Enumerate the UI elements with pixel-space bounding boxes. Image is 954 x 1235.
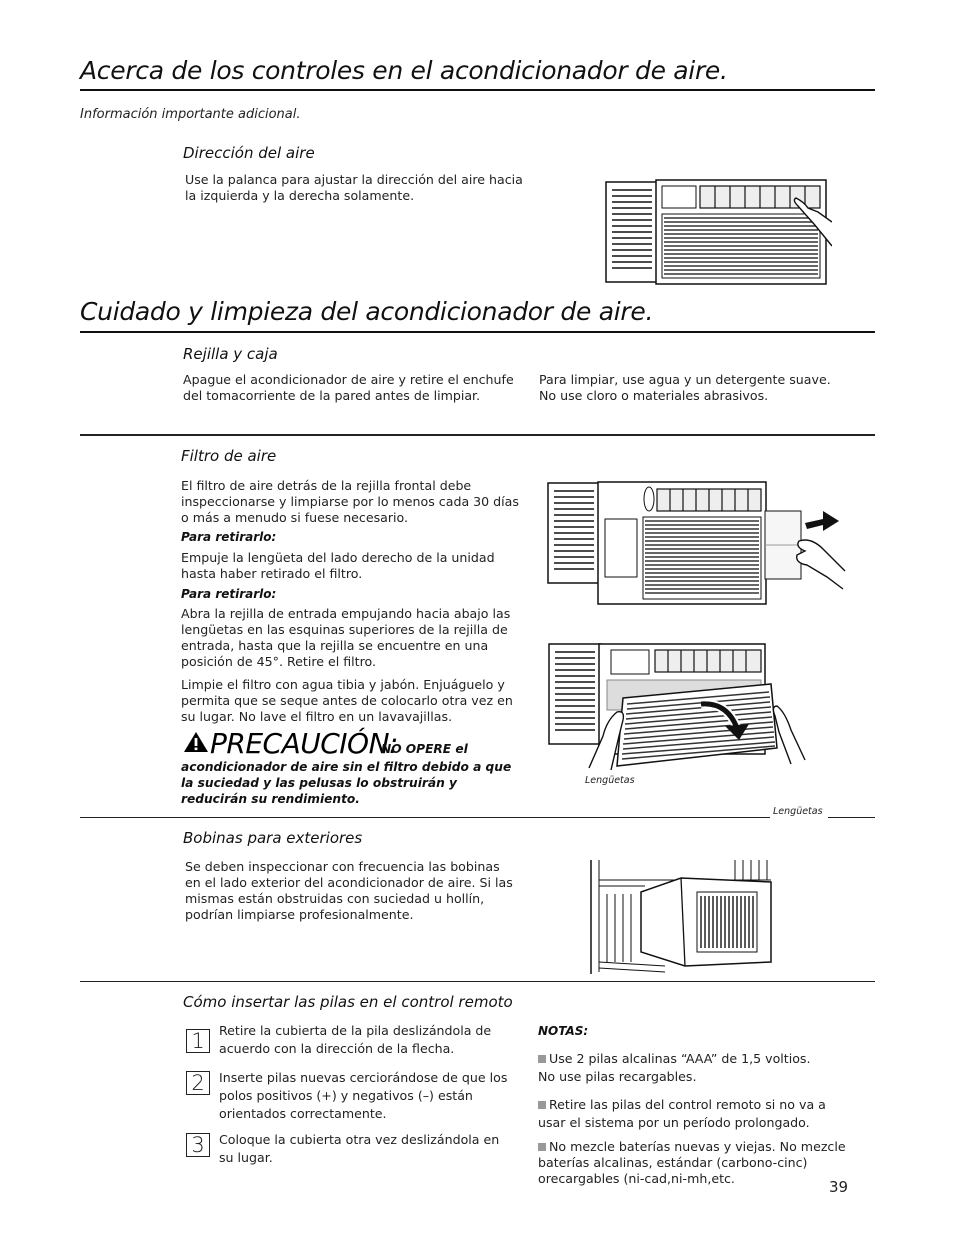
coils-heading: Bobinas para exteriores xyxy=(183,829,363,847)
coils-text: Se deben inspeccionar con frecuencia las bobinas en el lado exterior del acondicionador de aire. Si las mismas están obstruidas con suciedad u hollín, podrían limpiarse profesionalmente. xyxy=(185,859,513,922)
step-number-2: 2 xyxy=(186,1071,210,1095)
ac-unit-air-direction-illustration xyxy=(600,176,832,288)
page-number: 39 xyxy=(829,1178,849,1196)
bullet-square-icon xyxy=(538,1055,546,1063)
remove-label-2: Para retirarlo: xyxy=(181,587,277,601)
bullet-square-icon xyxy=(538,1143,546,1151)
grille-heading: Rejilla y caja xyxy=(183,345,278,363)
tab-label-1: Lengüetas xyxy=(585,775,635,786)
filter-removal-illustration xyxy=(545,479,855,607)
step-number-1: 1 xyxy=(186,1029,210,1053)
section-title-controls: Acerca de los controles en el acondicionador de aire. xyxy=(80,56,728,85)
step-number-3: 3 xyxy=(186,1133,210,1157)
remove-label-1: Para retirarlo: xyxy=(181,530,277,544)
notes-label: NOTAS: xyxy=(538,1024,589,1038)
divider-1 xyxy=(80,434,875,436)
air-direction-text: Use la palanca para ajustar la dirección del aire hacia la izquierda y la derecha solamente. xyxy=(185,172,523,203)
note-3: No mezcle baterías nuevas y viejas. No mezcle baterías alcalinas, estándar (carbono-cinc) orecargables (ni-cad,ni-mh,etc. xyxy=(538,1139,846,1186)
clean-text: Limpie el filtro con agua tibia y jabón. Enjuáguelo y permita que se seque antes de colocarlo otra vez en su lugar. No lave el filtro en un lavavajillas. xyxy=(181,677,513,724)
section-subtitle: Información importante adicional. xyxy=(80,107,301,122)
grille-opening-illustration xyxy=(545,640,810,790)
air-direction-heading: Dirección del aire xyxy=(183,144,315,162)
warning-triangle-icon xyxy=(183,731,209,753)
caution-word: PRECAUCIÓN: xyxy=(210,727,398,760)
caution-lead: NO OPERE el xyxy=(381,742,468,756)
note-1: Use 2 pilas alcalinas “AAA” de 1,5 voltios. No use pilas recargables. xyxy=(538,1051,811,1084)
divider-3 xyxy=(80,981,875,982)
remove-text-2: Abra la rejilla de entrada empujando hacia abajo las lengüetas en las esquinas superiores de la rejilla de entrada, hasta que la rejilla se encuentre en una posición de 45°. Retire el filtro. xyxy=(181,606,511,669)
divider-2b xyxy=(828,817,875,818)
bullet-square-icon xyxy=(538,1101,546,1109)
batteries-heading: Cómo insertar las pilas en el control remoto xyxy=(183,993,513,1011)
grille-text-left: Apague el acondicionador de aire y retire el enchufe del tomacorriente de la pared antes de limpiar. xyxy=(183,372,514,403)
note-2: Retire las pilas del control remoto si no va a usar el sistema por un período prolongado. xyxy=(538,1097,826,1130)
title-rule-2 xyxy=(80,331,875,333)
section-title-care: Cuidado y limpieza del acondicionador de aire. xyxy=(80,297,654,326)
step-text-2: Inserte pilas nuevas cerciorándose de que los polos positivos (+) y negativos (–) están orientados correctamente. xyxy=(219,1070,508,1121)
step-text-1: Retire la cubierta de la pila deslizándola de acuerdo con la dirección de la flecha. xyxy=(219,1023,492,1056)
grille-text-right: Para limpiar, use agua y un detergente suave. No use cloro o materiales abrasivos. xyxy=(539,372,831,403)
divider-2a xyxy=(80,817,770,818)
filter-intro: El filtro de aire detrás de la rejilla frontal debe inspeccionarse y limpiarse por lo menos cada 30 días o más a menudo si fuese necesario. xyxy=(181,478,519,525)
caution-text: acondicionador de aire sin el filtro debido a que la suciedad y las pelusas lo obstruirán y reducirán su rendimiento. xyxy=(181,760,512,806)
tab-label-2: Lengüetas xyxy=(773,806,823,817)
outdoor-coils-illustration xyxy=(585,858,775,976)
filter-heading: Filtro de aire xyxy=(181,447,277,465)
title-rule xyxy=(80,89,875,91)
remove-text-1: Empuje la lengüeta del lado derecho de la unidad hasta haber retirado el filtro. xyxy=(181,550,495,581)
step-text-3: Coloque la cubierta otra vez deslizándola en su lugar. xyxy=(219,1132,500,1165)
